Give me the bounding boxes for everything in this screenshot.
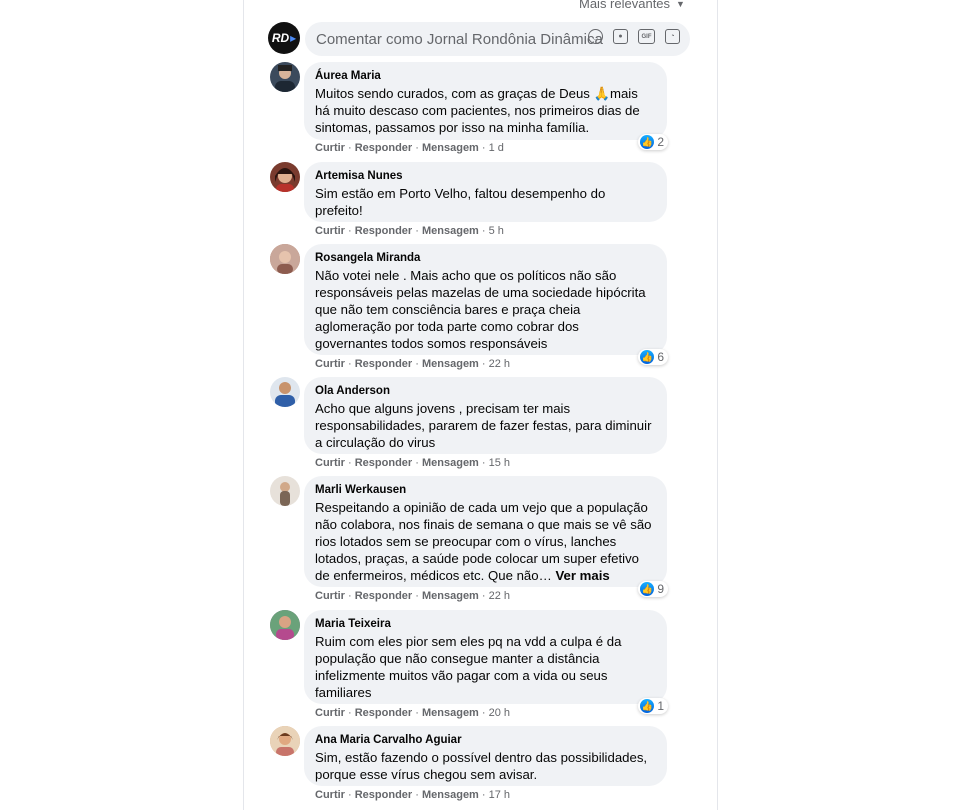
comment-actions: Curtir · Responder · Mensagem · 1 d xyxy=(315,142,504,154)
comment-text: Sim, estão fazendo o possível dentro das possibilidades, porque esse vírus chegou sem avisar. xyxy=(315,750,648,782)
page-avatar-text: RD xyxy=(271,31,290,45)
comment-author[interactable]: Artemisa Nunes xyxy=(315,170,403,182)
reply-button[interactable]: Responder xyxy=(354,225,413,237)
comment-text xyxy=(315,499,655,584)
logo-mark-icon: ▸ xyxy=(290,31,297,45)
comment-actions: Curtir · Responder · Mensagem · 15 h xyxy=(315,457,511,469)
comment-time[interactable]: 20 h xyxy=(488,707,511,719)
reply-button[interactable]: Responder xyxy=(354,457,413,469)
comment-time[interactable]: 5 h xyxy=(488,225,504,237)
reply-button[interactable]: Responder xyxy=(354,358,413,370)
like-button[interactable]: Curtir xyxy=(315,457,345,469)
reply-button[interactable]: Responder xyxy=(354,590,413,602)
avatar[interactable] xyxy=(270,726,300,756)
reply-button[interactable]: Responder xyxy=(354,789,413,801)
like-icon: 👍 xyxy=(640,350,654,364)
like-button[interactable]: Curtir xyxy=(315,789,345,801)
message-button[interactable]: Mensagem xyxy=(421,707,479,719)
comment-time[interactable]: 1 d xyxy=(488,142,504,154)
comment-author[interactable]: Ola Anderson xyxy=(315,385,390,397)
comment-bubble xyxy=(304,62,667,140)
comment-time[interactable]: 15 h xyxy=(488,457,511,469)
comment-actions: Curtir · Responder · Mensagem · 20 h xyxy=(315,707,511,719)
comment-actions: Curtir · Responder · Mensagem · 17 h xyxy=(315,789,511,801)
avatar[interactable] xyxy=(270,610,300,640)
avatar[interactable] xyxy=(270,244,300,274)
like-icon: 👍 xyxy=(640,135,654,149)
comment-bubble xyxy=(304,610,667,704)
comment-actions: Curtir · Responder · Mensagem · 22 h xyxy=(315,358,511,370)
reaction-number: 9 xyxy=(657,582,664,596)
reaction-number: 6 xyxy=(657,350,664,364)
avatar[interactable] xyxy=(270,62,300,92)
composer-tools xyxy=(588,29,680,44)
comment-time[interactable]: 22 h xyxy=(488,590,511,602)
avatar[interactable] xyxy=(270,162,300,192)
reaction-count[interactable] xyxy=(638,349,668,365)
gif-icon[interactable]: GIF xyxy=(638,29,655,44)
reply-button[interactable]: Responder xyxy=(354,142,413,154)
reaction-count[interactable] xyxy=(638,581,668,597)
comment-text: Sim estão em Porto Velho, faltou desempenho do prefeito! xyxy=(315,186,606,218)
camera-icon[interactable]: ● xyxy=(613,29,628,44)
message-button[interactable]: Mensagem xyxy=(421,457,479,469)
comment-author[interactable]: Ana Maria Carvalho Aguiar xyxy=(315,734,462,746)
comment-author[interactable]: Rosangela Miranda xyxy=(315,252,421,264)
see-more-link[interactable]: Ver mais xyxy=(555,568,610,583)
message-button[interactable]: Mensagem xyxy=(421,225,479,237)
comment-bubble xyxy=(304,726,667,786)
comment-actions: Curtir · Responder · Mensagem · 5 h xyxy=(315,225,504,237)
comment-time[interactable]: 22 h xyxy=(488,358,511,370)
like-icon: 👍 xyxy=(640,582,654,596)
reaction-count[interactable] xyxy=(638,698,668,714)
comment-bubble xyxy=(304,377,667,454)
sticker-icon[interactable]: ◔ xyxy=(665,29,680,44)
message-button[interactable]: Mensagem xyxy=(421,590,479,602)
comment-author[interactable]: Maria Teixeira xyxy=(315,618,391,630)
avatar[interactable] xyxy=(270,476,300,506)
chevron-down-icon: ▼ xyxy=(676,0,685,9)
comment-text-body: Respeitando a opinião de cada um vejo que a população não colabora, nos finais de semana o que mais se vê são rios lotados sem se preocupar com o vírus, lanches lotados, praças, a saúde pode colocar um super efetivo de enfermeiros, médicos etc. Que não… xyxy=(315,500,652,583)
like-button[interactable]: Curtir xyxy=(315,225,345,237)
comment-author[interactable]: Marli Werkausen xyxy=(315,484,407,496)
comment-bubble xyxy=(304,162,667,222)
reply-button[interactable]: Responder xyxy=(354,707,413,719)
reaction-count[interactable] xyxy=(638,134,668,150)
comment-text: Muitos sendo curados, com as graças de Deus 🙏mais há muito descaso com pacientes, nos primeiros dias de sintomas, passamos por isso na minha família. xyxy=(315,86,640,135)
sort-dropdown[interactable] xyxy=(579,0,685,11)
like-icon: 👍 xyxy=(640,699,654,713)
sort-label: Mais relevantes xyxy=(579,0,671,11)
comment-text: Acho que alguns jovens , precisam ter mais responsabilidades, pararem de fazer festas, para diminuir a circulação do virus xyxy=(315,401,652,450)
page-avatar[interactable] xyxy=(268,22,300,54)
message-button[interactable]: Mensagem xyxy=(421,142,479,154)
avatar[interactable] xyxy=(270,377,300,407)
like-button[interactable]: Curtir xyxy=(315,707,345,719)
comment-bubble xyxy=(304,476,667,587)
message-button[interactable]: Mensagem xyxy=(421,358,479,370)
message-button[interactable]: Mensagem xyxy=(421,789,479,801)
comment-time[interactable]: 17 h xyxy=(488,789,511,801)
reaction-number: 1 xyxy=(657,699,664,713)
reaction-number: 2 xyxy=(657,135,664,149)
comment-author[interactable]: Áurea Maria xyxy=(315,70,381,82)
emoji-icon[interactable]: ◡ xyxy=(588,29,603,44)
like-button[interactable]: Curtir xyxy=(315,590,345,602)
comment-bubble xyxy=(304,244,667,355)
comment-text: Não votei nele . Mais acho que os políticos não são responsáveis pelas mazelas de uma sociedade hipócrita que não tem consciência bares e praça cheia aglomeração por toda parte como cobrar dos governantes todos somos responsáveis xyxy=(315,268,646,351)
comment-actions: Curtir · Responder · Mensagem · 22 h xyxy=(315,590,511,602)
like-button[interactable]: Curtir xyxy=(315,142,345,154)
comment-text: Ruim com eles pior sem eles pq na vdd a culpa é da população que não consegue manter a distância infelizmente muitos vão pagar com a vida ou seus familiares xyxy=(315,634,622,700)
comment-composer xyxy=(268,22,692,56)
like-button[interactable]: Curtir xyxy=(315,358,345,370)
